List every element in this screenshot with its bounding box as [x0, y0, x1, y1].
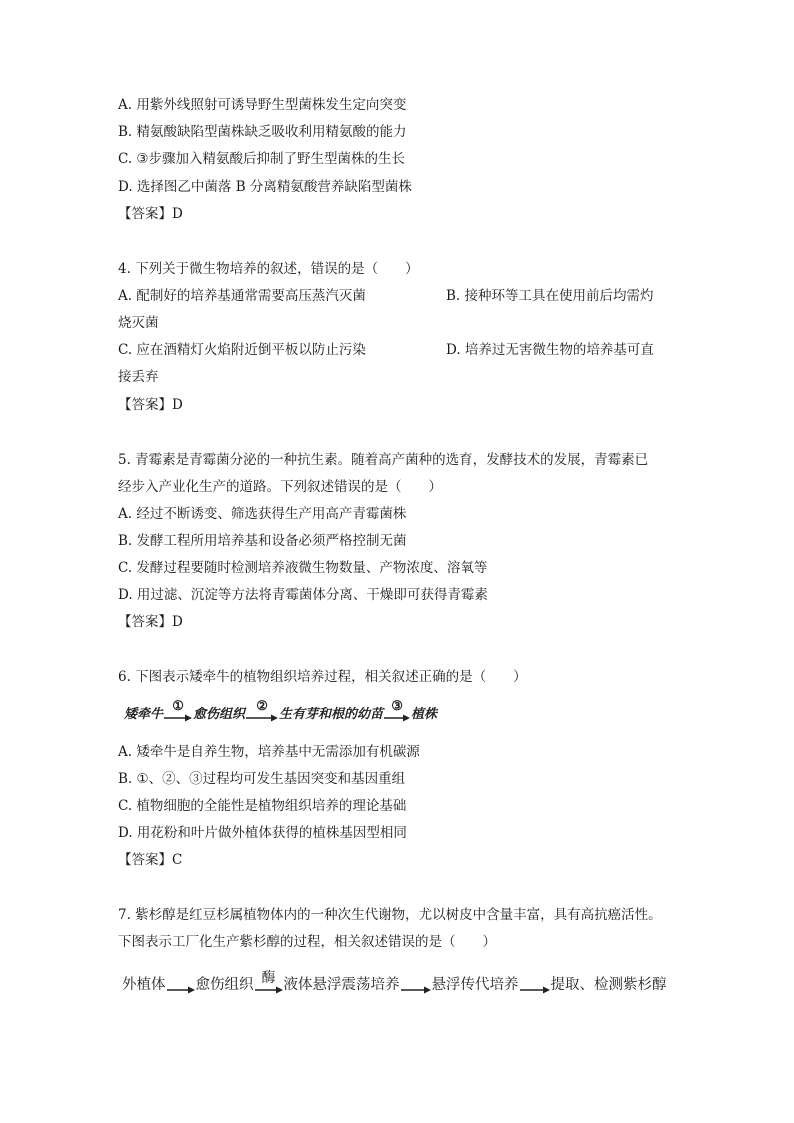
q6-node-seedling: 生有芽和根的幼苗: [279, 707, 384, 722]
q3-option-b: B. 精氨酸缺陷型菌株缺乏吸收利用精氨酸的能力: [118, 124, 407, 140]
q3-answer: 【答案】D: [118, 206, 183, 222]
q7-arrow-1: [167, 986, 195, 994]
q4-answer: 【答案】D: [118, 397, 183, 413]
arrow-right-icon: [246, 714, 278, 722]
arrow-right-icon: [164, 714, 192, 722]
q6-flow-diagram: [124, 700, 437, 722]
arrow-right-icon: [520, 986, 550, 994]
q6-stem: 6. 下图表示矮牵牛的植物组织培养过程，相关叙述正确的是（ ）: [118, 669, 527, 685]
q4-option-d-line1: D. 培养过无害微生物的培养基可直: [446, 342, 654, 358]
q6-node-callus: 愈伤组织: [193, 707, 246, 722]
arrow-right-icon: [384, 714, 410, 722]
q7-node-extract: 提取、检测紫杉醇: [550, 977, 667, 993]
q3-option-a: A. 用紫外线照射可诱导野生型菌株发生定向突变: [118, 97, 407, 113]
q6-option-c: C. 植物细胞的全能性是植物组织培养的理论基础: [118, 798, 407, 814]
q6-arrow-3: [384, 700, 410, 722]
q3-option-c: C. ③步骤加入精氨酸后抑制了野生型菌株的生长: [118, 151, 406, 167]
q3-option-d: D. 选择图乙中菌落 B 分离精氨酸营养缺陷型菌株: [118, 179, 412, 195]
q7-node-callus: 愈伤组织: [195, 977, 254, 993]
q7-arrow-4: [520, 986, 550, 994]
q4-stem: 4. 下列关于微生物培养的叙述，错误的是（ ）: [118, 261, 419, 277]
q6-arrow-1-label: ①: [172, 699, 184, 714]
q7-arrow-3: [401, 986, 431, 994]
arrow-right-icon: [167, 986, 195, 994]
q4-option-c: C. 应在酒精灯火焰附近倒平板以防止污染: [118, 342, 366, 358]
q5-option-b: B. 发酵工程所用培养基和设备必须严格控制无菌: [118, 533, 407, 549]
q6-arrow-2-label: ②: [256, 699, 268, 714]
q4-option-d-line2: 接丢弃: [118, 369, 159, 385]
q7-stem-line1: 7. 紫杉醇是红豆杉属植物体内的一种次生代谢物，尤以树皮中含量丰富，具有高抗癌活性。: [118, 907, 662, 923]
q7-node-subculture: 悬浮传代培养: [431, 977, 519, 993]
q7-flow-diagram: [122, 970, 667, 994]
q7-arrow-2: [255, 970, 283, 994]
q5-option-a: A. 经过不断诱变、筛选获得生产用高产青霉菌株: [118, 506, 407, 522]
q6-option-d: D. 用花粉和叶片做外植体获得的植株基因型相同: [118, 825, 407, 841]
q5-option-d: D. 用过滤、沉淀等方法将青霉菌体分离、干燥即可获得青霉素: [118, 587, 488, 603]
q7-stem-line2: 下图表示工厂化生产紫杉醇的过程，相关叙述错误的是（ ）: [118, 934, 496, 950]
q6-node-petunia: 矮牵牛: [124, 707, 164, 722]
arrow-right-icon: [401, 986, 431, 994]
q5-stem-line2: 经步入产业化生产的道路。下列叙述错误的是（ ）: [118, 479, 442, 495]
q7-node-liquid-culture: 液体悬浮震荡培养: [283, 977, 400, 993]
q5-stem-line1: 5. 青霉素是青霉菌分泌的一种抗生素。随着高产菌种的选育，发酵技术的发展，青霉素已: [118, 452, 649, 468]
q5-option-c: C. 发酵过程要随时检测培养液微生物数量、产物浓度、溶氧等: [118, 560, 488, 576]
q6-arrow-2: [246, 700, 278, 722]
q4-option-b-line1: B. 接种环等工具在使用前后均需灼: [446, 288, 654, 304]
q6-answer: 【答案】C: [118, 852, 183, 868]
q5-answer: 【答案】D: [118, 614, 183, 630]
q4-option-a: A. 配制好的培养基通常需要高压蒸汽灭菌: [118, 288, 366, 304]
q6-arrow-3-label: ③: [391, 699, 403, 714]
arrow-right-icon: [255, 986, 283, 994]
q7-arrow-2-label: 酶: [261, 970, 276, 986]
q6-arrow-1: [164, 700, 192, 722]
q7-node-explant: 外植体: [122, 977, 166, 993]
q4-option-b-line2: 烧灭菌: [118, 315, 159, 331]
q6-option-b: B. ①、②、③过程均可发生基因突变和基因重组: [118, 771, 406, 787]
q6-node-plant: 植株: [411, 707, 438, 722]
q6-option-a: A. 矮牵牛是自养生物，培养基中无需添加有机碳源: [118, 744, 420, 760]
